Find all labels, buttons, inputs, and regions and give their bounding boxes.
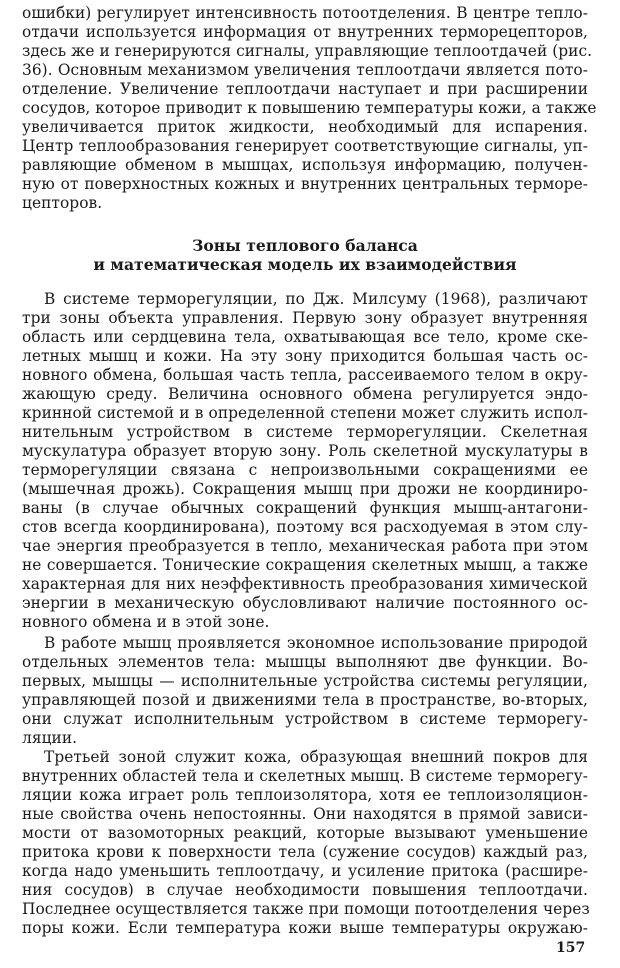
text-line: область или сердцевина тела, охватывающая все тело, кроме ске-	[22, 328, 588, 346]
text-line: ляции кожа играет роль теплоизолятора, хотя ее теплоизоляцион-	[22, 786, 588, 804]
text-line: чае энергия преобразуется в тепло, механическая работа при этом	[22, 537, 588, 555]
text-line: поры кожи. Если температура кожи выше температуры окружаю-	[22, 919, 588, 937]
text-line: стов всегда координирована), поэтому вся расходуемая в этом слу-	[22, 518, 588, 536]
text-line: терморегуляции связана с непроизвольными сокращениями ее	[22, 461, 588, 479]
text-line: ную от поверхностных кожных и внутренних центральных терморе-	[22, 175, 588, 193]
text-line: три зоны объекта управления. Первую зону образует внутренняя	[22, 309, 588, 327]
text-line: первых, мышцы — исполнительные устройства системы регуляции,	[22, 672, 588, 690]
text-line: ные свойства очень непостоянны. Они находятся в прямой зависи-	[22, 805, 588, 823]
text-line: ляции.	[22, 729, 78, 747]
text-line: Третьей зоной служит кожа, образующая внешний покров для	[44, 748, 588, 766]
text-line: увеличивается приток жидкости, необходимый для испарения.	[22, 118, 588, 136]
text-line: управляющей позой и движениями тела в пространстве, во-вторых,	[22, 691, 588, 709]
text-line: В работе мышц проявляется экономное использование природой	[44, 634, 588, 652]
text-line: равляющие обменом в мышцах, используя информацию, получен-	[22, 156, 588, 174]
text-line: жающую среду. Величина основного обмена регулируется эндо-	[22, 385, 588, 403]
text-line: цепторов.	[22, 194, 103, 212]
text-line: ваны (в случае обычных сокращений функция мышц-антагони-	[22, 499, 588, 517]
text-line: сосудов, которое приводит к повышению температуры кожи, а также	[22, 99, 597, 117]
heading-line: и математическая модель их взаимодействия	[93, 255, 517, 274]
text-line: отдельных элементов тела: мышцы выполняют две функции. Во-	[22, 653, 588, 671]
text-line: когда надо уменьшить теплоотдачу, и усиление притока (расшире-	[22, 862, 588, 880]
text-line: мости от вазомоторных реакций, которые вызывают уменьшение	[22, 824, 588, 842]
text-line: они служат исполнительным устройством в системе терморегу-	[22, 710, 588, 728]
text-line: ошибки) регулирует интенсивность потоотделения. В центре тепло-	[22, 4, 588, 22]
text-line: внутренних областей тела и скелетных мышц. В системе терморегу-	[22, 767, 588, 785]
text-line: мускулатура образует вторую зону. Роль скелетной мускулатуры в	[22, 442, 588, 460]
text-line: ния сосудов) в случае необходимости повышения теплоотдачи.	[22, 881, 588, 899]
text-line: новного обмена, большая часть тепла, рассеиваемого телом в окру-	[22, 366, 588, 384]
text-line: В системе терморегуляции, по Дж. Милсуму (1968), различают	[44, 290, 588, 308]
heading-line: Зоны теплового баланса	[192, 236, 418, 255]
text-line: не совершается. Тонические сокращения скелетных мышц, а также	[22, 556, 588, 574]
text-line: здесь же и генерируются сигналы, управляющие теплоотдачей (рис.	[22, 42, 593, 60]
text-line: энергии в механическую обусловливают наличие постоянного ос-	[22, 594, 588, 612]
text-line: 36). Основным механизмом увеличения теплоотдачи является пото-	[22, 61, 588, 79]
text-line: отдачи используется информация от внутренних терморецепторов,	[22, 23, 588, 41]
text-line: характерная для них неэффективность преобразования химической	[22, 575, 588, 593]
text-line: (мышечная дрожь). Сокращения мышц при дрожи не координиро-	[22, 480, 588, 498]
text-line: нительным устройством в системе терморегуляции. Скелетная	[22, 423, 588, 441]
text-line: притока крови к поверхности тела (сужение сосудов) каждый раз,	[22, 843, 588, 861]
text-line: Последнее осуществляется также при помощи потоотделения через	[22, 900, 590, 918]
text-line: Центр теплообразования генерирует соответствующие сигналы, уп-	[22, 137, 588, 155]
text-line: кринной системой и в определенной степени может служить испол-	[22, 404, 588, 422]
text-line: летных мышц и кожи. На эту зону приходится большая часть ос-	[22, 347, 588, 365]
text-line: новного обмена и в этой зоне.	[22, 613, 270, 631]
text-line: отделение. Увеличение теплоотдачи наступает и при расширении	[22, 80, 588, 98]
page-number: 157	[556, 940, 586, 956]
